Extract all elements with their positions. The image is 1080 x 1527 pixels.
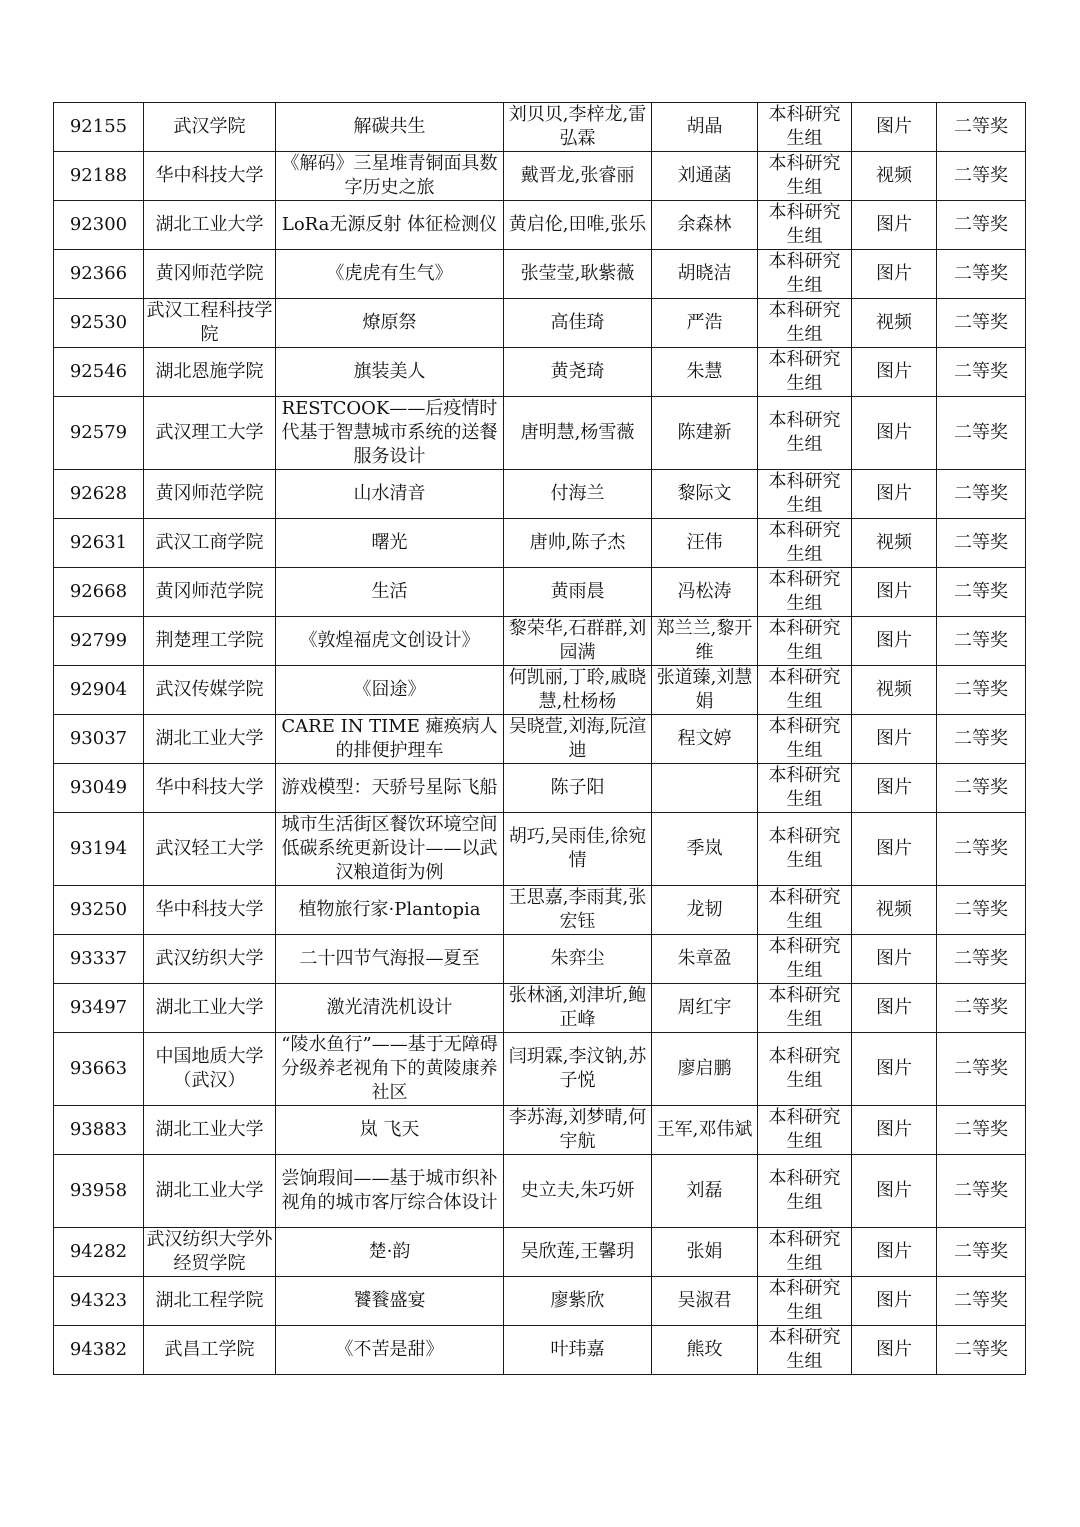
authors-cell: 陈子阳 xyxy=(504,764,652,813)
work-type-cell: 图片 xyxy=(852,1033,937,1106)
school-cell: 湖北工业大学 xyxy=(144,1155,276,1228)
advisor-cell xyxy=(652,764,758,813)
school-cell: 武汉工商学院 xyxy=(144,519,276,568)
authors-cell: 胡巧,吴雨佳,徐宛情 xyxy=(504,813,652,886)
work-title-cell: 燎原祭 xyxy=(276,299,504,348)
school-cell: 武汉工程科技学院 xyxy=(144,299,276,348)
school-cell: 湖北恩施学院 xyxy=(144,348,276,397)
group-cell: 本科研究生组 xyxy=(758,715,852,764)
work-type-cell: 图片 xyxy=(852,813,937,886)
authors-cell: 叶玮嘉 xyxy=(504,1326,652,1375)
group-cell: 本科研究生组 xyxy=(758,201,852,250)
group-cell: 本科研究生组 xyxy=(758,764,852,813)
work-title-cell: 游戏模型：天骄号星际飞船 xyxy=(276,764,504,813)
authors-cell: 黄启伦,田唯,张乐 xyxy=(504,201,652,250)
award-cell: 二等奖 xyxy=(937,1155,1026,1228)
table-row xyxy=(54,1106,1026,1155)
award-table xyxy=(53,102,1026,1375)
authors-cell: 黎荣华,石群群,刘园满 xyxy=(504,617,652,666)
advisor-cell: 郑兰兰,黎开维 xyxy=(652,617,758,666)
table-row xyxy=(54,764,1026,813)
award-cell: 二等奖 xyxy=(937,152,1026,201)
award-cell: 二等奖 xyxy=(937,250,1026,299)
work-title-cell: 《不苦是甜》 xyxy=(276,1326,504,1375)
work-title-cell: 岚 飞天 xyxy=(276,1106,504,1155)
school-cell: 华中科技大学 xyxy=(144,152,276,201)
authors-cell: 王思嘉,李雨萁,张宏钰 xyxy=(504,886,652,935)
table-row xyxy=(54,250,1026,299)
entry-id-cell: 94382 xyxy=(54,1326,144,1375)
group-cell: 本科研究生组 xyxy=(758,348,852,397)
table-row xyxy=(54,348,1026,397)
award-cell: 二等奖 xyxy=(937,984,1026,1033)
table-row xyxy=(54,152,1026,201)
award-cell: 二等奖 xyxy=(937,715,1026,764)
entry-id-cell: 93337 xyxy=(54,935,144,984)
group-cell: 本科研究生组 xyxy=(758,250,852,299)
group-cell: 本科研究生组 xyxy=(758,813,852,886)
school-cell: 湖北工程学院 xyxy=(144,1277,276,1326)
work-type-cell: 图片 xyxy=(852,397,937,470)
table-row xyxy=(54,1033,1026,1106)
advisor-cell: 严浩 xyxy=(652,299,758,348)
entry-id-cell: 93049 xyxy=(54,764,144,813)
table-row xyxy=(54,1155,1026,1228)
work-type-cell: 视频 xyxy=(852,886,937,935)
authors-cell: 唐明慧,杨雪薇 xyxy=(504,397,652,470)
entry-id-cell: 92579 xyxy=(54,397,144,470)
school-cell: 武昌工学院 xyxy=(144,1326,276,1375)
entry-id-cell: 92628 xyxy=(54,470,144,519)
school-cell: 武汉轻工大学 xyxy=(144,813,276,886)
table-row xyxy=(54,715,1026,764)
table-row xyxy=(54,1228,1026,1277)
group-cell: 本科研究生组 xyxy=(758,568,852,617)
work-title-cell: 山水清音 xyxy=(276,470,504,519)
work-title-cell: “陵水鱼行”——基于无障碍分级养老视角下的黄陵康养社区 xyxy=(276,1033,504,1106)
table-row xyxy=(54,397,1026,470)
award-cell: 二等奖 xyxy=(937,666,1026,715)
authors-cell: 张林涵,刘津圻,鲍正峰 xyxy=(504,984,652,1033)
authors-cell: 高佳琦 xyxy=(504,299,652,348)
table-row xyxy=(54,617,1026,666)
advisor-cell: 汪伟 xyxy=(652,519,758,568)
work-type-cell: 图片 xyxy=(852,348,937,397)
group-cell: 本科研究生组 xyxy=(758,1277,852,1326)
table-row xyxy=(54,886,1026,935)
group-cell: 本科研究生组 xyxy=(758,397,852,470)
authors-cell: 张莹莹,耿紫薇 xyxy=(504,250,652,299)
award-cell: 二等奖 xyxy=(937,397,1026,470)
advisor-cell: 张娟 xyxy=(652,1228,758,1277)
work-title-cell: 饕餮盛宴 xyxy=(276,1277,504,1326)
school-cell: 武汉学院 xyxy=(144,103,276,152)
advisor-cell: 刘通菡 xyxy=(652,152,758,201)
group-cell: 本科研究生组 xyxy=(758,1326,852,1375)
entry-id-cell: 92904 xyxy=(54,666,144,715)
entry-id-cell: 92546 xyxy=(54,348,144,397)
authors-cell: 黄雨晨 xyxy=(504,568,652,617)
entry-id-cell: 93497 xyxy=(54,984,144,1033)
work-title-cell: 尝饷瑕间——基于城市织补视角的城市客厅综合体设计 xyxy=(276,1155,504,1228)
award-cell: 二等奖 xyxy=(937,201,1026,250)
group-cell: 本科研究生组 xyxy=(758,1033,852,1106)
work-type-cell: 图片 xyxy=(852,984,937,1033)
award-cell: 二等奖 xyxy=(937,1033,1026,1106)
work-type-cell: 图片 xyxy=(852,1155,937,1228)
authors-cell: 朱弈尘 xyxy=(504,935,652,984)
award-cell: 二等奖 xyxy=(937,348,1026,397)
work-title-cell: 《敦煌福虎文创设计》 xyxy=(276,617,504,666)
work-type-cell: 图片 xyxy=(852,201,937,250)
work-type-cell: 图片 xyxy=(852,1326,937,1375)
group-cell: 本科研究生组 xyxy=(758,519,852,568)
work-type-cell: 视频 xyxy=(852,152,937,201)
award-cell: 二等奖 xyxy=(937,617,1026,666)
school-cell: 荆楚理工学院 xyxy=(144,617,276,666)
school-cell: 湖北工业大学 xyxy=(144,1106,276,1155)
group-cell: 本科研究生组 xyxy=(758,886,852,935)
authors-cell: 黄尧琦 xyxy=(504,348,652,397)
work-title-cell: 城市生活街区餐饮环境空间低碳系统更新设计——以武汉粮道街为例 xyxy=(276,813,504,886)
award-cell: 二等奖 xyxy=(937,813,1026,886)
work-title-cell: 植物旅行家·Plantopia xyxy=(276,886,504,935)
work-title-cell: LoRa无源反射 体征检测仪 xyxy=(276,201,504,250)
advisor-cell: 程文婷 xyxy=(652,715,758,764)
authors-cell: 付海兰 xyxy=(504,470,652,519)
school-cell: 中国地质大学（武汉） xyxy=(144,1033,276,1106)
school-cell: 华中科技大学 xyxy=(144,886,276,935)
entry-id-cell: 93250 xyxy=(54,886,144,935)
work-type-cell: 图片 xyxy=(852,617,937,666)
school-cell: 黄冈师范学院 xyxy=(144,470,276,519)
advisor-cell: 熊玫 xyxy=(652,1326,758,1375)
entry-id-cell: 94282 xyxy=(54,1228,144,1277)
group-cell: 本科研究生组 xyxy=(758,152,852,201)
work-type-cell: 视频 xyxy=(852,519,937,568)
table-row xyxy=(54,519,1026,568)
advisor-cell: 王军,邓伟斌 xyxy=(652,1106,758,1155)
entry-id-cell: 92155 xyxy=(54,103,144,152)
table-row xyxy=(54,201,1026,250)
group-cell: 本科研究生组 xyxy=(758,470,852,519)
advisor-cell: 陈建新 xyxy=(652,397,758,470)
award-cell: 二等奖 xyxy=(937,1277,1026,1326)
table-row xyxy=(54,984,1026,1033)
group-cell: 本科研究生组 xyxy=(758,1155,852,1228)
table-row xyxy=(54,935,1026,984)
school-cell: 武汉传媒学院 xyxy=(144,666,276,715)
advisor-cell: 朱章盈 xyxy=(652,935,758,984)
work-title-cell: 《虎虎有生气》 xyxy=(276,250,504,299)
school-cell: 湖北工业大学 xyxy=(144,201,276,250)
advisor-cell: 冯松涛 xyxy=(652,568,758,617)
award-cell: 二等奖 xyxy=(937,935,1026,984)
advisor-cell: 刘磊 xyxy=(652,1155,758,1228)
group-cell: 本科研究生组 xyxy=(758,984,852,1033)
advisor-cell: 吴淑君 xyxy=(652,1277,758,1326)
group-cell: 本科研究生组 xyxy=(758,666,852,715)
entry-id-cell: 93037 xyxy=(54,715,144,764)
award-cell: 二等奖 xyxy=(937,519,1026,568)
table-row xyxy=(54,1277,1026,1326)
table-row xyxy=(54,666,1026,715)
table-row xyxy=(54,1326,1026,1375)
school-cell: 武汉纺织大学 xyxy=(144,935,276,984)
school-cell: 湖北工业大学 xyxy=(144,715,276,764)
work-type-cell: 图片 xyxy=(852,103,937,152)
entry-id-cell: 92631 xyxy=(54,519,144,568)
award-cell: 二等奖 xyxy=(937,103,1026,152)
work-title-cell: 生活 xyxy=(276,568,504,617)
entry-id-cell: 94323 xyxy=(54,1277,144,1326)
award-cell: 二等奖 xyxy=(937,764,1026,813)
work-title-cell: 激光清洗机设计 xyxy=(276,984,504,1033)
advisor-cell: 胡晓洁 xyxy=(652,250,758,299)
entry-id-cell: 92366 xyxy=(54,250,144,299)
award-cell: 二等奖 xyxy=(937,568,1026,617)
work-type-cell: 视频 xyxy=(852,666,937,715)
school-cell: 武汉纺织大学外经贸学院 xyxy=(144,1228,276,1277)
authors-cell: 唐帅,陈子杰 xyxy=(504,519,652,568)
work-type-cell: 图片 xyxy=(852,764,937,813)
entry-id-cell: 92668 xyxy=(54,568,144,617)
advisor-cell: 余森林 xyxy=(652,201,758,250)
work-title-cell: 解碳共生 xyxy=(276,103,504,152)
authors-cell: 何凯丽,丁聆,戚晓慧,杜杨杨 xyxy=(504,666,652,715)
work-title-cell: 楚·韵 xyxy=(276,1228,504,1277)
group-cell: 本科研究生组 xyxy=(758,935,852,984)
work-type-cell: 图片 xyxy=(852,470,937,519)
entry-id-cell: 93958 xyxy=(54,1155,144,1228)
work-type-cell: 图片 xyxy=(852,1106,937,1155)
entry-id-cell: 92799 xyxy=(54,617,144,666)
work-type-cell: 图片 xyxy=(852,935,937,984)
entry-id-cell: 93194 xyxy=(54,813,144,886)
school-cell: 黄冈师范学院 xyxy=(144,568,276,617)
table-body xyxy=(54,103,1026,1375)
entry-id-cell: 93663 xyxy=(54,1033,144,1106)
work-title-cell: 曙光 xyxy=(276,519,504,568)
award-cell: 二等奖 xyxy=(937,886,1026,935)
table-row xyxy=(54,299,1026,348)
table-row xyxy=(54,568,1026,617)
work-type-cell: 图片 xyxy=(852,715,937,764)
work-title-cell: 《囧途》 xyxy=(276,666,504,715)
table-row xyxy=(54,813,1026,886)
award-cell: 二等奖 xyxy=(937,299,1026,348)
work-title-cell: 二十四节气海报—夏至 xyxy=(276,935,504,984)
authors-cell: 吴欣莲,王馨玥 xyxy=(504,1228,652,1277)
group-cell: 本科研究生组 xyxy=(758,299,852,348)
school-cell: 湖北工业大学 xyxy=(144,984,276,1033)
advisor-cell: 张道臻,刘慧娟 xyxy=(652,666,758,715)
table-row xyxy=(54,470,1026,519)
advisor-cell: 黎际文 xyxy=(652,470,758,519)
work-type-cell: 图片 xyxy=(852,250,937,299)
work-type-cell: 视频 xyxy=(852,299,937,348)
award-cell: 二等奖 xyxy=(937,470,1026,519)
advisor-cell: 周红宇 xyxy=(652,984,758,1033)
group-cell: 本科研究生组 xyxy=(758,1106,852,1155)
authors-cell: 廖紫欣 xyxy=(504,1277,652,1326)
entry-id-cell: 93883 xyxy=(54,1106,144,1155)
table-row xyxy=(54,103,1026,152)
group-cell: 本科研究生组 xyxy=(758,103,852,152)
award-cell: 二等奖 xyxy=(937,1228,1026,1277)
authors-cell: 戴晋龙,张睿丽 xyxy=(504,152,652,201)
entry-id-cell: 92300 xyxy=(54,201,144,250)
group-cell: 本科研究生组 xyxy=(758,1228,852,1277)
school-cell: 华中科技大学 xyxy=(144,764,276,813)
school-cell: 黄冈师范学院 xyxy=(144,250,276,299)
authors-cell: 李苏海,刘梦晴,何宇航 xyxy=(504,1106,652,1155)
work-title-cell: 旗装美人 xyxy=(276,348,504,397)
authors-cell: 刘贝贝,李梓龙,雷弘霖 xyxy=(504,103,652,152)
work-type-cell: 图片 xyxy=(852,1228,937,1277)
work-type-cell: 图片 xyxy=(852,1277,937,1326)
work-title-cell: CARE IN TIME 瘫痪病人的排便护理车 xyxy=(276,715,504,764)
advisor-cell: 龙韧 xyxy=(652,886,758,935)
group-cell: 本科研究生组 xyxy=(758,617,852,666)
advisor-cell: 季岚 xyxy=(652,813,758,886)
award-cell: 二等奖 xyxy=(937,1326,1026,1375)
school-cell: 武汉理工大学 xyxy=(144,397,276,470)
entry-id-cell: 92188 xyxy=(54,152,144,201)
authors-cell: 闫玥霖,李汶钠,苏子悦 xyxy=(504,1033,652,1106)
entry-id-cell: 92530 xyxy=(54,299,144,348)
advisor-cell: 胡晶 xyxy=(652,103,758,152)
authors-cell: 史立夫,朱巧妍 xyxy=(504,1155,652,1228)
work-title-cell: RESTCOOK——后疫情时代基于智慧城市系统的送餐服务设计 xyxy=(276,397,504,470)
work-type-cell: 图片 xyxy=(852,568,937,617)
advisor-cell: 朱慧 xyxy=(652,348,758,397)
authors-cell: 吴晓萱,刘海,阮渲迪 xyxy=(504,715,652,764)
award-cell: 二等奖 xyxy=(937,1106,1026,1155)
advisor-cell: 廖启鹏 xyxy=(652,1033,758,1106)
work-title-cell: 《解码》三星堆青铜面具数字历史之旅 xyxy=(276,152,504,201)
